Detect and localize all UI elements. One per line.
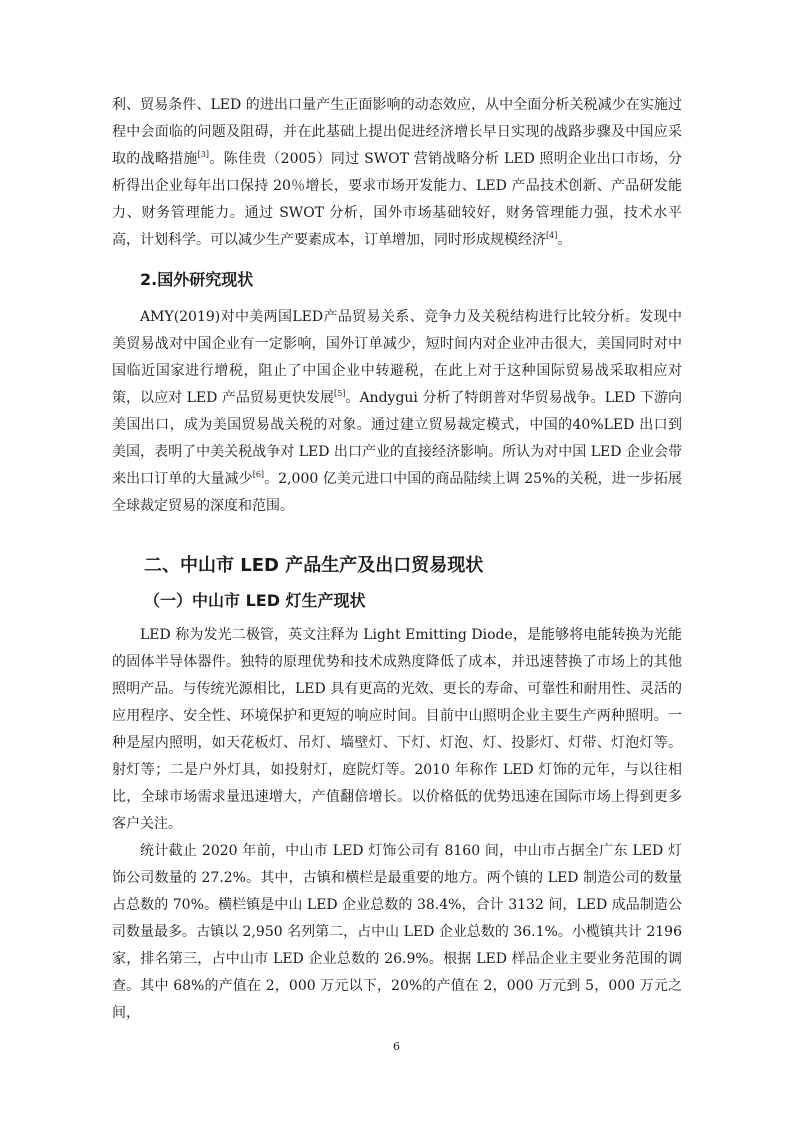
- paragraph-led-definition: LED 称为发光二极管，英文注释为 Light Emitting Diode，是能够将电能转换为光能的固体半导体器件。独特的原理优势和技术成熟度降低了成本，并迅速替换了市场上的其他照明产品。与传统光源相比，LED 具有更高的光效、更长的寿命、可靠性和耐用性、灵活的应用程序、安全性、环境保护和更短的响应时间。目前中山照明企业主要生产两种照明。一种是屋内照明，如天花板灯、吊灯、墙壁灯、下灯、灯泡、灯、投影灯、灯带、灯泡灯等。射灯等；二是户外灯具，如投射灯，庭院灯等。2010 年称作 LED 灯饰的元年，与以往相比，全球市场需求量迅速增大，产值翻倍增长。以价格低的优势迅速在国际市场上得到更多客户关注。: [112, 627, 682, 832]
- page-number: 6: [393, 1040, 400, 1053]
- paragraph-text: 利、贸易条件、LED 的进出口量产生正面影响的动态效应，从中全面分析关税减少在实施过程中会面临的问题及阻碍，并在此基础上提出促进经济增长早日实现的战路步骤及中国应采取的战略措施: [112, 97, 682, 167]
- citation-ref: [5]: [334, 389, 346, 398]
- paragraph-text: 。: [557, 232, 572, 248]
- paragraph-text: 。2,000 亿美元进口中国的商品陆续上调 25%的关税，进一步拓展全球裁定贸易的深度和范围。: [112, 471, 683, 514]
- citation-ref: [4]: [546, 231, 558, 240]
- section-heading: （一）中山市 LED 灯生产现状: [144, 591, 366, 610]
- paragraph-text: 。陈佳贵（2005）同过 SWOT 营销战略分析 LED 照明企业出口市场，分析得出企业每年出口保持 20％增长，要求市场开发能力、LED 产品技术创新、产品研发能力、财务管理能力。通过 SWOT 分析，国外市场基础较好，财务管理能力强，技术水平高，计划科学。可以减少生产要素成本，订单增加，同时形成规模经济: [112, 151, 683, 248]
- page-content: [112, 92, 682, 1027]
- paragraph-text: AMY(2019)对中美两国LED产品贸易关系、竞争力及关税结构进行比较分析。发现中美贸易战对中国企业有一定影响，国外订单减少，短时间内对企业冲击很大，美国同时对中国临近国家进行增税，阻止了中国企业中转避税，在此上对于这种国际贸易战采取相应对策，以应对 LED 产品贸易更快发展: [112, 309, 682, 406]
- heading-foreign-research: 2.国外研究现状: [140, 270, 254, 289]
- citation-ref: [6]: [252, 470, 265, 479]
- paragraph-text: 。Andygui 分析了特朗普对华贸易战争。LED 下游向美国出口，成为美国贸易战关税的对象。通过建立贸易裁定模式，中国的40%LED 出口到美国，表明了中美关税战争对 LED 出口产业的直接经济影响。所认为对中国 LED 企业会带来出口订单的大量减少: [112, 390, 682, 487]
- paragraph-foreign-research: [112, 304, 682, 520]
- paragraph-led-statistics: 统计截止 2020 年前，中山市 LED 灯饰公司有 8160 间，中山市占据全广东 LED 灯饰公司数量的 27.2%。其中，古镇和横栏是最重要的地方。两个镇的 LED 制造公司的数量占总数的 70%。横栏镇是中山 LED 企业总数的 38.4%，合计 3132 间，LED 成品制造公司数量最多。古镇以 2,950 名列第二，占中山 LED 企业总数的 36.1%。小榄镇共计 2196 家，排名第三，占中山市 LED 企业总数的 26.9%。根据 LED 样品企业主要业务范围的调查。其中 68%的产值在 2，000 万元以下，20%的产值在 2，000 万元到 5，000 万元之间，: [112, 843, 682, 1021]
- paragraph-domestic-research: [112, 92, 682, 254]
- chapter-heading: 二、中山市 LED 产品生产及出口贸易现状: [144, 555, 484, 576]
- citation-ref: [3]: [197, 150, 210, 159]
